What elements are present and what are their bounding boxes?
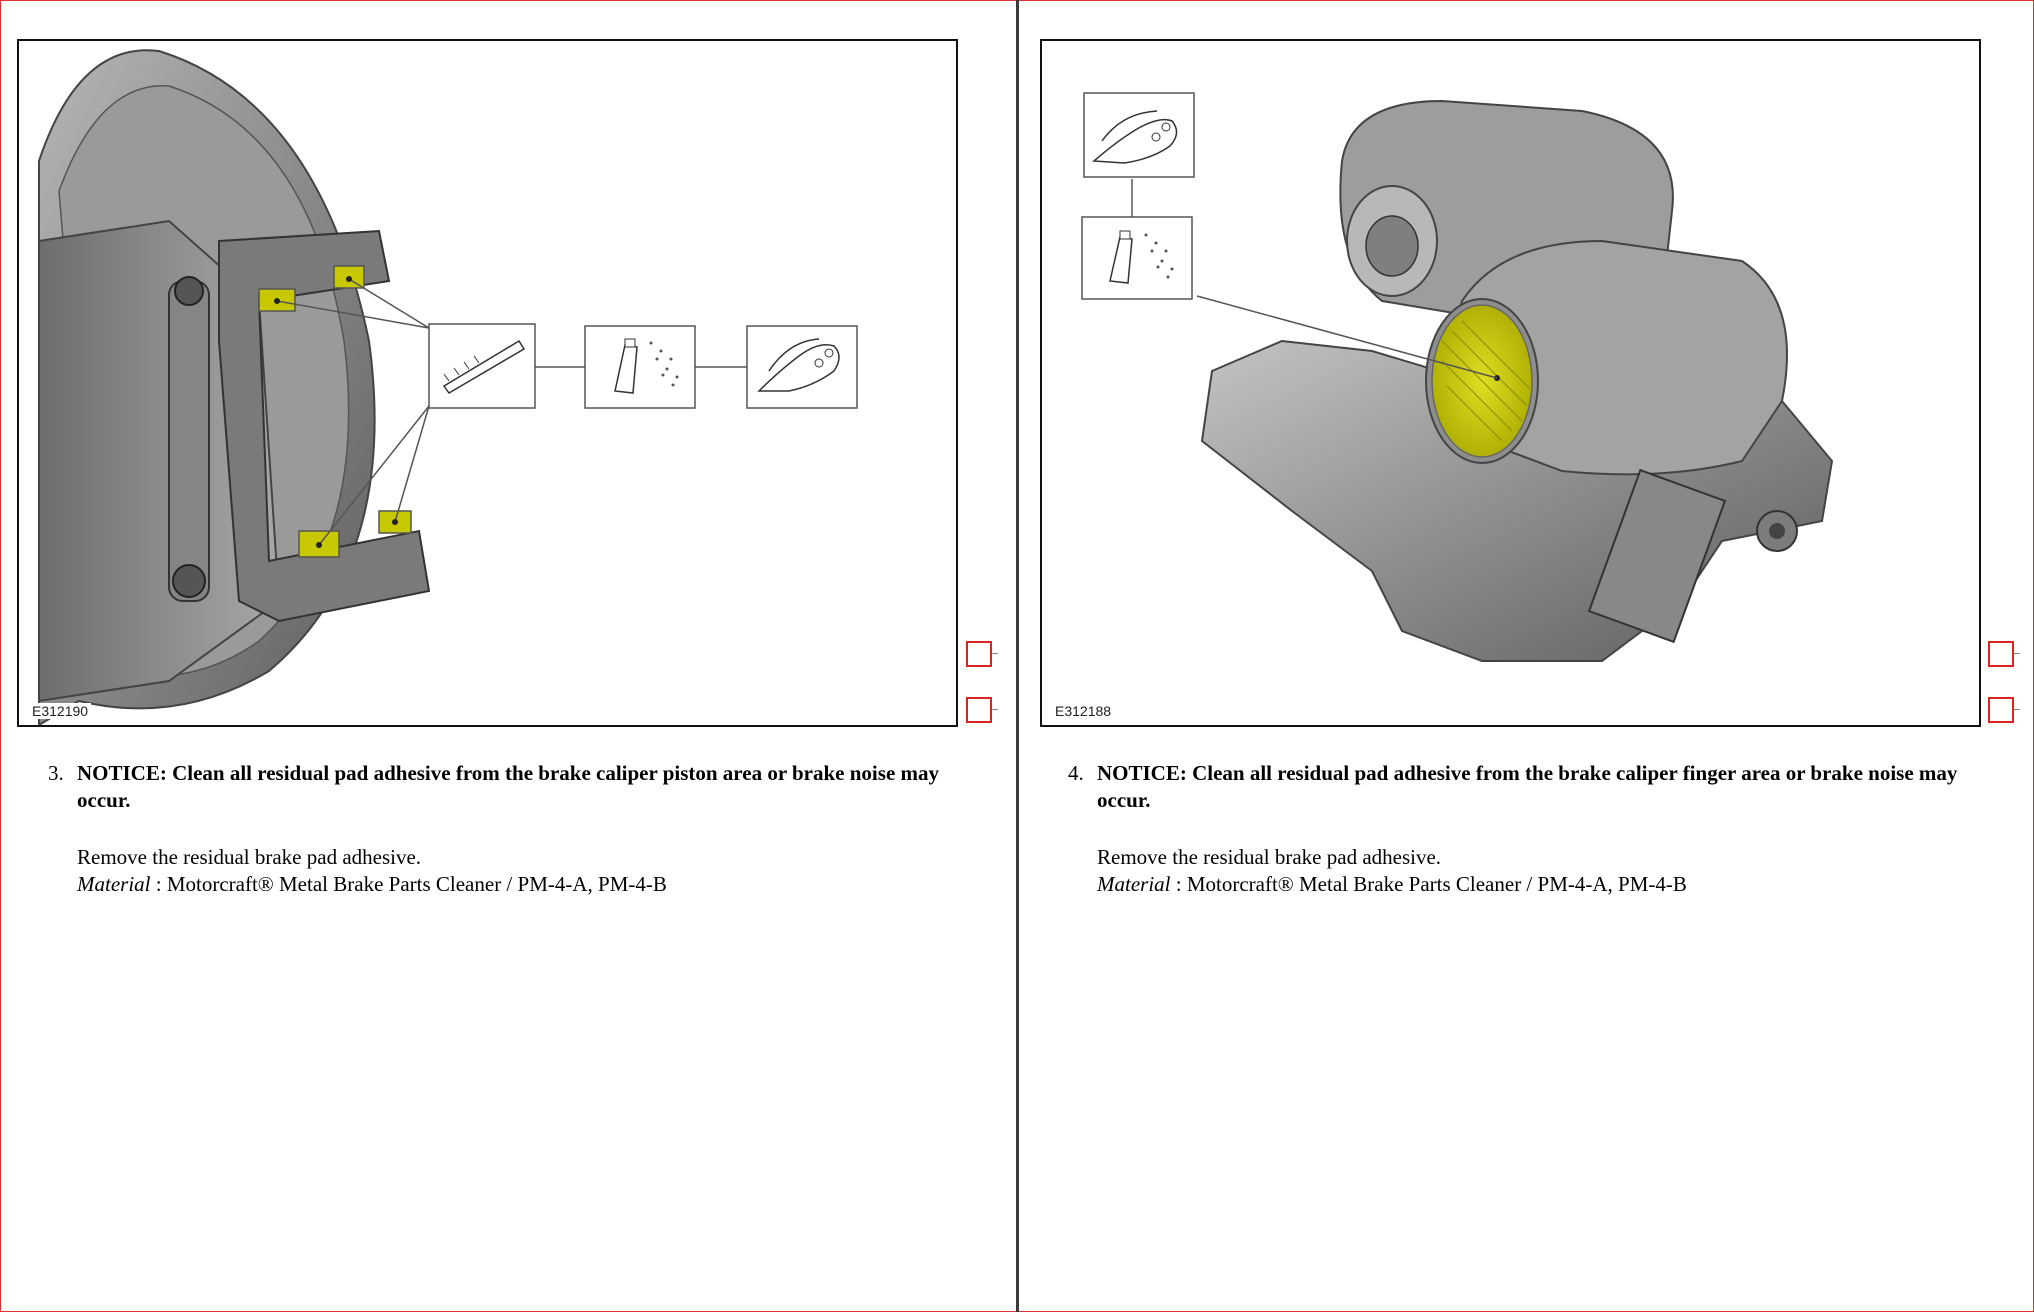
hand-wash-icon (1084, 93, 1194, 177)
material-separator: : (150, 872, 167, 896)
instruction-text: Remove the residual brake pad adhesive. (1097, 845, 1442, 869)
review-checkbox[interactable] (1988, 697, 2014, 723)
notice-text: NOTICE: Clean all residual pad adhesive from the brake caliper finger area or brake noise may occur. (1097, 761, 1958, 812)
review-checkbox[interactable] (966, 641, 992, 667)
spray-cleaner-icon (585, 326, 695, 408)
procedure-step (48, 760, 968, 898)
procedure-step (1068, 760, 1988, 898)
instruction-text: Remove the residual brake pad adhesive. (77, 845, 422, 869)
material-separator: : (1170, 872, 1187, 896)
wire-brush-icon (429, 324, 535, 408)
brake-caliper-pads-illustration (17, 39, 958, 727)
brake-caliper-finger-illustration (1040, 39, 1981, 727)
brake-caliper-drawing (1042, 41, 1979, 725)
material-label: Material (77, 872, 151, 896)
material-line (77, 871, 968, 898)
step-number: 3. (48, 761, 64, 785)
figure-id: E312188 (1052, 703, 1114, 719)
notice-text: NOTICE: Clean all residual pad adhesive from the brake caliper piston area or brake noise may occur. (77, 761, 940, 812)
brake-rotor-caliper-drawing (19, 41, 956, 725)
review-checkbox[interactable] (1988, 641, 2014, 667)
spray-cleaner-icon (1082, 217, 1192, 299)
hand-wash-icon (747, 326, 857, 408)
figure-id: E312190 (29, 703, 91, 719)
panel-divider (1016, 0, 1019, 1312)
material-value: Motorcraft® Metal Brake Parts Cleaner / PM-4-A, PM-4-B (166, 872, 667, 896)
material-label: Material (1097, 872, 1171, 896)
left-panel (0, 0, 1016, 1312)
material-value: Motorcraft® Metal Brake Parts Cleaner / PM-4-A, PM-4-B (1186, 872, 1687, 896)
review-checkbox[interactable] (966, 697, 992, 723)
right-panel (1020, 0, 2034, 1312)
material-line (1097, 871, 1988, 898)
step-number: 4. (1068, 761, 1084, 785)
